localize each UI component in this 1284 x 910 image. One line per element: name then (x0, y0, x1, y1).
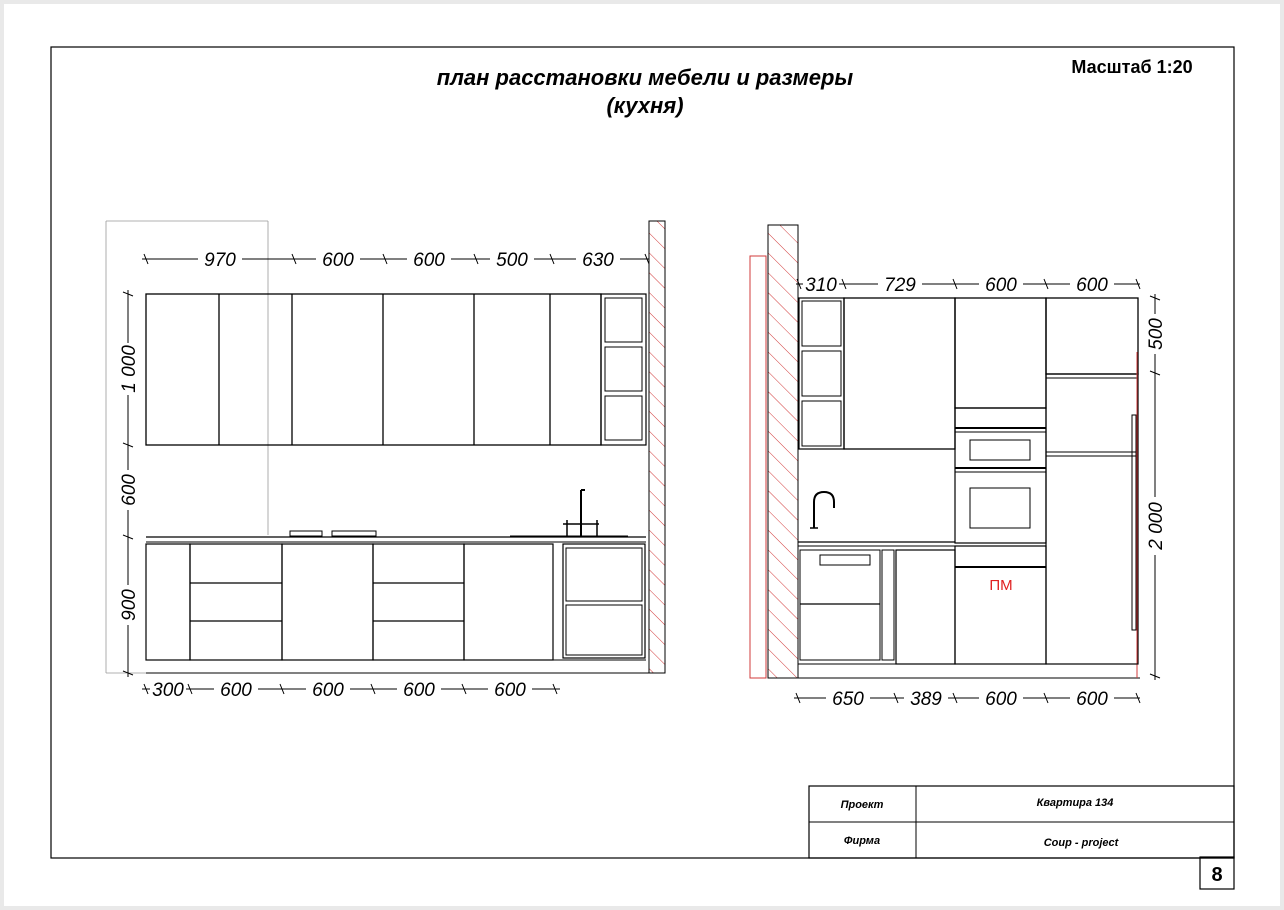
dim-label: 600 (312, 680, 344, 701)
dim-label: 900 (119, 589, 140, 621)
dim-label: 500 (1146, 318, 1167, 350)
firm-value: Coup - project (1043, 837, 1119, 849)
left-wall (649, 221, 665, 673)
project-label: Проект (840, 799, 884, 811)
dim-label: 600 (985, 689, 1017, 710)
page-title: план расстановки мебели и размеры (436, 65, 854, 90)
dim-label: 970 (204, 250, 236, 271)
project-value: Квартира 134 (1036, 797, 1114, 809)
dim-label: 389 (910, 689, 942, 710)
page-number: 8 (1211, 864, 1223, 886)
dim-label: 1 000 (119, 345, 140, 393)
dim-label: 600 (1076, 689, 1108, 710)
left-height-dimension-chain (117, 290, 140, 677)
dim-label: 600 (119, 474, 140, 506)
dim-label: 500 (496, 250, 528, 271)
firm-label: Фирма (843, 835, 881, 847)
dim-label: 600 (322, 250, 354, 271)
right-wall (768, 225, 798, 678)
dim-label: 600 (413, 250, 445, 271)
dim-label: 600 (1076, 275, 1108, 296)
paper (4, 4, 1280, 906)
dim-label: 2 000 (1146, 502, 1167, 550)
dim-label: 729 (884, 275, 916, 296)
dim-label: 600 (985, 275, 1017, 296)
scale-label: Масштаб 1:20 (1071, 57, 1193, 77)
dim-label: 630 (582, 250, 614, 271)
dim-label: 310 (805, 275, 837, 296)
dim-label: 600 (220, 680, 252, 701)
appliance-label: ПМ (989, 577, 1013, 594)
dim-label: 650 (832, 689, 864, 710)
dim-label: 300 (152, 680, 184, 701)
dim-label: 600 (403, 680, 435, 701)
dim-label: 600 (494, 680, 526, 701)
page-subtitle: (кухня) (606, 93, 684, 118)
